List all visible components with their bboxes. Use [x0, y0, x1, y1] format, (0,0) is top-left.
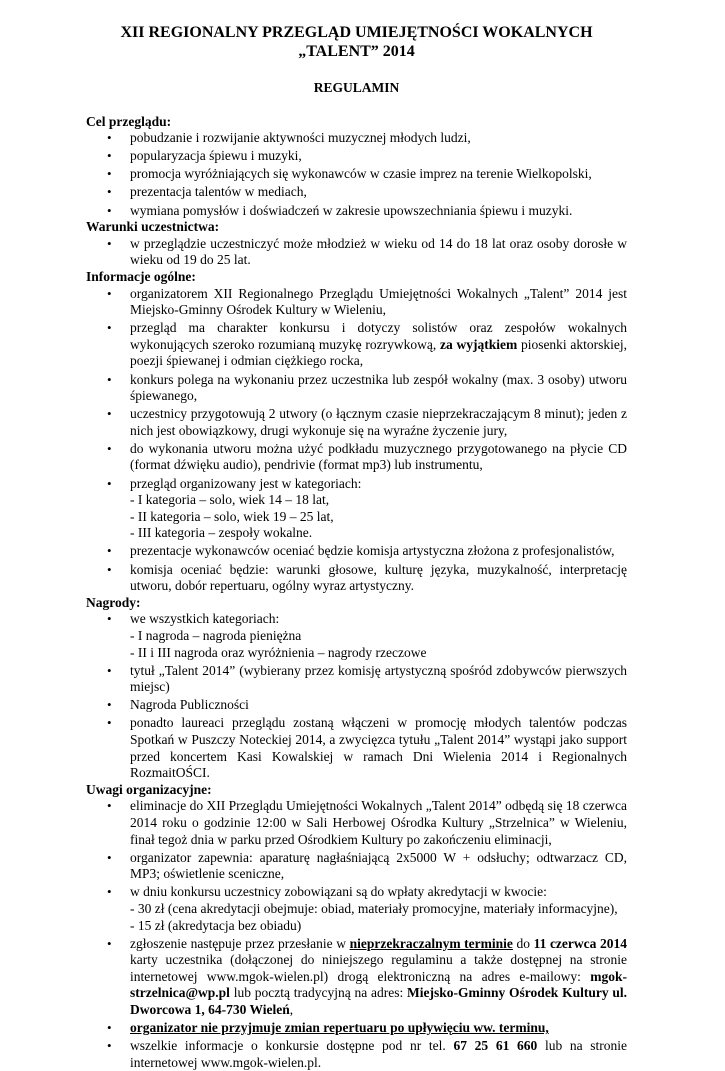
list-item: • wymiana pomysłów i doświadczeń w zakresie upowszechniania śpiewu i muzyki. [86, 203, 627, 220]
item-text: przegląd organizowany jest w kategoriach: [130, 475, 362, 491]
postal-address: Miejsko-Gminny Ośrodek Kultury ul. Dworcowa 1, 64-730 Wieleń [130, 985, 628, 1017]
list-item: • popularyzacja śpiewu i muzyki, [86, 148, 627, 165]
repertoire-notice: organizator nie przyjmuje zmian repertuaru po upływięciu ww. terminu, [130, 1020, 549, 1036]
phone-number: 67 25 61 660 [453, 1038, 538, 1054]
list-item: • tytuł „Talent 2014” (wybierany przez komisję artystyczną spośród zdobywców pierwszych miejsc) [86, 663, 627, 696]
sub-item: - I kategoria – solo, wiek 14 – 18 lat, [130, 492, 330, 508]
list-item: • do wykonania utworu można użyć podkładu muzycznego przygotowanego na płycie CD (format dźwięku audio), pendrivie (format mp3) lub instrumentu, [86, 441, 627, 474]
document-title [86, 23, 627, 61]
document-page [86, 20, 627, 1071]
sub-item: - III kategoria – zespoły wokalne. [130, 525, 313, 541]
item-text: przegląd ma charakter konkursu i dotyczy solistów oraz zespołów wokalnych wykonujących szeroko rozumianą muzykę rozrywkową, [130, 320, 627, 352]
item-text: wszelkie informacje o konkursie dostępne pod nr tel. [130, 1038, 446, 1054]
sub-item: - 30 zł (cena akredytacji obejmuje: obiad, materiały promocyjne, materiały informacyjne), [130, 900, 618, 916]
item-text: , [289, 1001, 294, 1017]
item-text: piosenki aktorskiej, poezji śpiewanej i odmian ciężkiego rocka, [130, 336, 628, 369]
list-item [86, 1038, 627, 1071]
list-item [86, 320, 627, 370]
item-text: lub pocztą tradycyjną na adres: [233, 985, 404, 1001]
list-item: • Nagroda Publiczności [86, 697, 627, 714]
list-item: • w przeglądzie uczestniczyć może młodzież w wieku od 14 do 18 lat oraz osoby dorosłe w wieku od 19 do 25 lat. [86, 236, 627, 269]
item-text: lub na stronie internetowej www.mgok-wielen.pl. [130, 1038, 628, 1070]
item-text: karty uczestnika (dołączonej do niniejszego regulaminu a także dostępnej na stronie internetowej www.mgok-wielen.pl) drogą elektroniczną na adres e-mailowy: [130, 952, 627, 984]
section-heading-informacje: Informacje ogólne: [86, 268, 196, 284]
list-item: • organizator zapewnia: aparaturę nagłaśniającą 2x5000 W + odsłuchy; odtwarzacz CD, MP3; oświetlenie sceniczne, [86, 850, 627, 883]
item-text: do [516, 935, 530, 951]
section-heading-nagrody: Nagrody: [86, 594, 141, 610]
list-item [86, 884, 627, 934]
item-text: zgłoszenie następuje przez przesłanie w [130, 935, 347, 951]
deadline-emphasis: nieprzekraczalnym terminie [349, 935, 513, 951]
list-cel [86, 130, 627, 219]
list-item: • eliminacje do XII Przeglądu Umiejętności Wokalnych „Talent 2014” odbędą się 18 czerwca 2014 roku o godzinie 12:00 w Sali Herbowej Ośrodka Kultury „Strzelnica” w Wieleniu, finał tegoż dnia w parku przed Ośrodkiem Kultury po zakończeniu eliminacji, [86, 798, 627, 848]
list-item: • promocja wyróżniających się wykonawców w czasie imprez na terenie Wielkopolski, [86, 166, 627, 183]
sub-item: - I nagroda – nagroda pieniężna [130, 627, 302, 643]
list-uwagi [86, 798, 627, 1071]
sub-item: - II kategoria – solo, wiek 19 – 25 lat, [130, 508, 334, 524]
list-warunki [86, 236, 627, 269]
title-line-1: XII REGIONALNY PRZEGLĄD UMIEJĘTNOŚCI WOKALNYCH [120, 24, 593, 41]
list-item: • prezentacje wykonawców oceniać będzie komisja artystyczna złożona z profesjonalistów, [86, 543, 627, 560]
item-bold-text: za wyjątkiem [439, 336, 518, 352]
list-item [86, 476, 627, 542]
list-item: • uczestnicy przygotowują 2 utwory (o łącznym czasie nieprzekraczającym 8 minut); jeden z nich jest obowiązkowy, drugi wykonuje się na wyraźne życzenie jury, [86, 406, 627, 439]
section-heading-uwagi: Uwagi organizacyjne: [86, 781, 212, 797]
sub-item: - II i III nagroda oraz wyróżnienia – nagrody rzeczowe [130, 644, 427, 660]
list-item: • ponadto laureaci przeglądu zostaną włączeni w promocję młodych talentów podczas Spotkań w Puszczy Noteckiej 2014, a zwycięzca tytułu „Talent 2014” wystąpi jako support przed koncertem Kasi Kowalskiej w ramach Dni Wielenia 2014 i Regionalnych RozmaitOŚCI. [86, 715, 627, 781]
title-line-2: „TALENT” 2014 [298, 43, 415, 60]
list-informacje [86, 286, 627, 595]
list-item: • pobudzanie i rozwijanie aktywności muzycznej młodych ludzi, [86, 130, 627, 147]
list-item [86, 936, 627, 1019]
list-item [86, 611, 627, 661]
deadline-date: 11 czerwca 2014 [533, 935, 627, 951]
list-nagrody [86, 611, 627, 781]
item-text: w dniu konkursu uczestnicy zobowiązani są do wpłaty akredytacji w kwocie: [130, 884, 547, 900]
section-heading-cel: Cel przeglądu: [86, 113, 172, 129]
document-subtitle: REGULAMIN [313, 80, 400, 95]
list-item: • komisja oceniać będzie: warunki głosowe, kulturę języka, muzykalność, interpretację utworu, dobór repertuaru, ogólny wyraz artystyczny. [86, 562, 627, 595]
list-item [86, 1020, 627, 1037]
list-item: • konkurs polega na wykonaniu przez uczestnika lub zespół wokalny (max. 3 osoby) utworu śpiewanego, [86, 372, 627, 405]
section-heading-warunki: Warunki uczestnictwa: [86, 219, 220, 235]
list-item: • organizatorem XII Regionalnego Przeglądu Umiejętności Wokalnych „Talent” 2014 jest Miejsko-Gminny Ośrodek Kultury w Wieleniu, [86, 286, 627, 319]
sub-item: - 15 zł (akredytacja bez obiadu) [130, 917, 302, 933]
item-text: we wszystkich kategoriach: [130, 611, 280, 627]
list-item: • prezentacja talentów w mediach, [86, 184, 627, 201]
email-address: mgok-strzelnica@wp.pl [130, 968, 627, 1001]
